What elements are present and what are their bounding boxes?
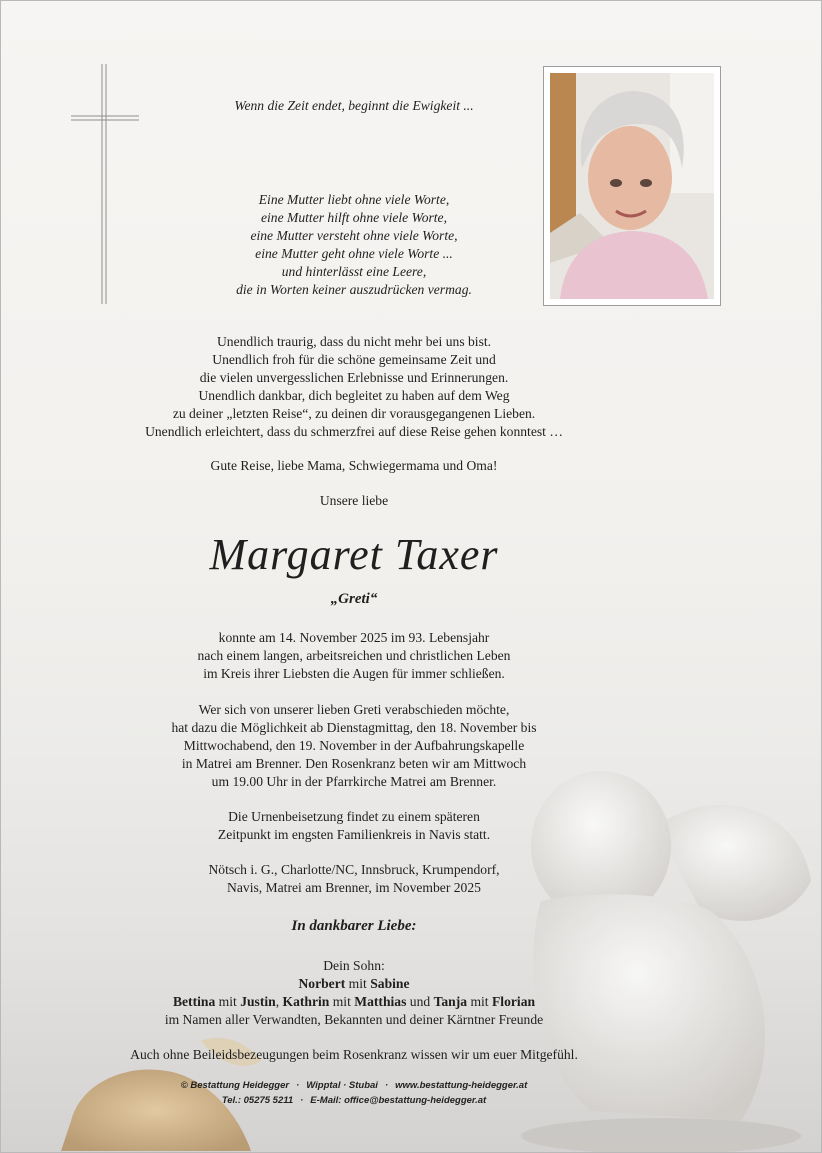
places-paragraph	[1, 861, 707, 897]
intro-line: Unendlich froh für die schöne gemeinsame Zeit und	[212, 352, 496, 367]
family-block	[1, 957, 707, 1029]
urn-line: Die Urnenbeisetzung findet zu einem späteren	[228, 809, 480, 824]
son-partner: Sabine	[370, 976, 410, 991]
viewing-line: Wer sich von unserer lieben Greti verabschieden möchte,	[198, 702, 510, 717]
death-line: im Kreis ihrer Liebsten die Augen für immer schließen.	[203, 666, 505, 681]
poem-line: eine Mutter versteht ohne viele Worte,	[250, 228, 458, 243]
footer-company: © Bestattung Heidegger	[180, 1080, 290, 1091]
death-line: nach einem langen, arbeitsreichen und christlichen Leben	[197, 648, 511, 663]
son-name: Norbert	[298, 976, 346, 991]
viewing-line: in Matrei am Brenner. Den Rosenkranz beten wir am Mittwoch	[181, 756, 527, 771]
intro-line: zu deiner „letzten Reise“, zu deinen dir vorausgegangenen Lieben.	[172, 406, 536, 421]
intro-paragraph	[1, 333, 707, 441]
poem-line: die in Worten keiner auszudrücken vermag.	[236, 282, 472, 297]
urn-line: Zeitpunkt im engsten Familienkreis in Navis statt.	[217, 827, 491, 842]
motto: Wenn die Zeit endet, beginnt die Ewigkeit ...	[234, 98, 474, 113]
footer-phone: Tel.: 05275 5211	[221, 1095, 294, 1106]
thanks-heading: In dankbarer Liebe:	[291, 918, 417, 934]
poem-line: eine Mutter hilft ohne viele Worte,	[261, 210, 447, 225]
poem-line: Eine Mutter liebt ohne viele Worte,	[258, 192, 450, 207]
footer	[1, 1078, 707, 1108]
son-line: Norbert mit Sabine	[298, 976, 410, 991]
places-line: Nötsch i. G., Charlotte/NC, Innsbruck, Krumpendorf,	[208, 862, 500, 877]
footer-website: www.bestattung-heidegger.at	[395, 1080, 528, 1091]
places-line: Navis, Matrei am Brenner, im November 2025	[227, 880, 481, 895]
footer-line-2: Tel.: 05275 5211 · E-Mail: office@bestattung-heidegger.at	[221, 1095, 487, 1106]
intro-line: die vielen unvergesslichen Erlebnisse und Erinnerungen.	[199, 370, 509, 385]
intro-line: Unendlich erleichtert, dass du schmerzfrei auf diese Reise gehen konntest …	[145, 424, 563, 439]
viewing-line: Mittwochabend, den 19. November in der Aufbahrungskapelle	[183, 738, 525, 753]
intro-line: Unendlich traurig, dass du nicht mehr bei uns bist.	[216, 334, 492, 349]
footer-region: Wipptal · Stubai	[306, 1080, 378, 1091]
viewing-paragraph	[1, 701, 707, 791]
footer-email: E-Mail: office@bestattung-heidegger.at	[310, 1095, 487, 1106]
poem-line: eine Mutter geht ohne viele Worte ...	[255, 246, 453, 261]
deceased-name: Margaret Taxer	[209, 530, 499, 579]
nickname: „Greti“	[330, 591, 378, 607]
poem	[1, 191, 707, 299]
viewing-line: um 19.00 Uhr in der Pfarrkirche Matrei am Brenner.	[211, 774, 497, 789]
viewing-line: hat dazu die Möglichkeit ab Dienstagmittag, den 18. November bis	[171, 720, 537, 735]
son-label: Dein Sohn:	[323, 958, 385, 973]
relatives-line: im Namen aller Verwandten, Bekannten und deiner Kärntner Freunde	[164, 1012, 544, 1027]
grandchildren-line: Bettina mit Justin, Kathrin mit Matthias und Tanja mit Florian	[172, 994, 536, 1009]
death-paragraph	[1, 629, 707, 683]
urn-paragraph	[1, 808, 707, 844]
our-dear-label: Unsere liebe	[319, 493, 389, 508]
intro-line: Unendlich dankbar, dich begleitet zu haben auf dem Weg	[198, 388, 510, 403]
death-line: konnte am 14. November 2025 im 93. Lebensjahr	[218, 630, 490, 645]
footer-line-1: © Bestattung Heidegger · Wipptal · Stubai · www.bestattung-heidegger.at	[180, 1080, 528, 1091]
farewell-line: Gute Reise, liebe Mama, Schwiegermama und Oma!	[210, 458, 498, 473]
poem-line: und hinterlässt eine Leere,	[281, 264, 427, 279]
note-line: Auch ohne Beileidsbezeugungen beim Rosenkranz wissen wir um euer Mitgefühl.	[130, 1047, 578, 1062]
